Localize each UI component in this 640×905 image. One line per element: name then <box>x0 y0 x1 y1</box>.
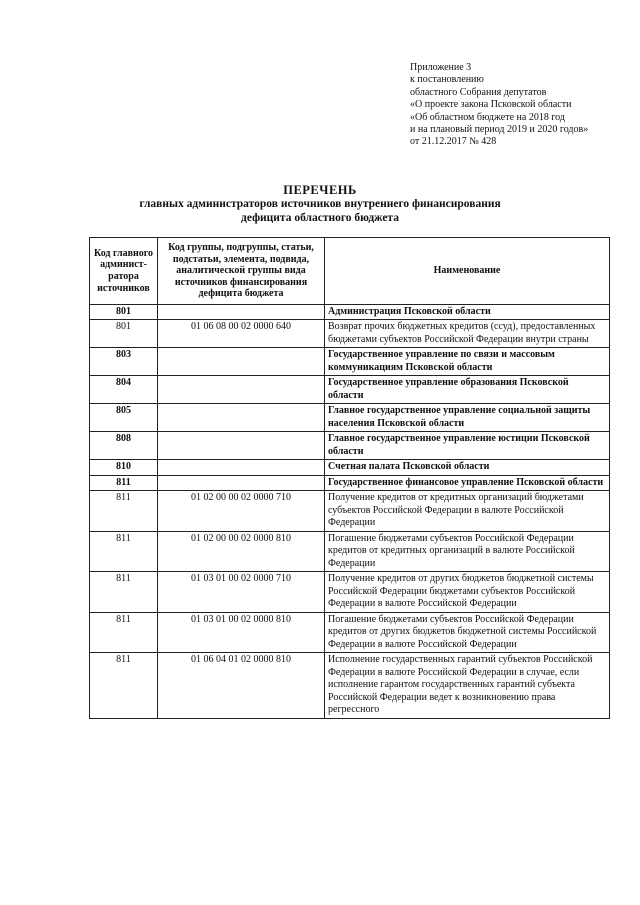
title-line-3: дефицита областного бюджета <box>241 212 399 224</box>
table-row <box>90 348 610 376</box>
appendix-line: и на плановый период 2019 и 2020 годов» <box>410 124 589 136</box>
admin-code-cell: 801 <box>90 304 158 320</box>
appendix-line: от 21.12.2017 № 428 <box>410 136 497 148</box>
name-cell: Счетная палата Псковской области <box>325 460 610 476</box>
table-header-row <box>90 238 610 305</box>
admin-code-cell: 811 <box>90 531 158 572</box>
title-line-1: ПЕРЕЧЕНЬ <box>283 183 357 197</box>
admin-code-cell: 804 <box>90 376 158 404</box>
admin-code-cell: 805 <box>90 404 158 432</box>
table-row <box>90 376 610 404</box>
name-cell: Погашение бюджетами субъектов Российской Федерации кредитов от других бюджетов бюджетной системы Российской Федерации в валюте Российской Федерации <box>325 612 610 653</box>
group-code-cell: 01 06 04 01 02 0000 810 <box>158 653 325 719</box>
name-cell: Главное государственное управление социальной защиты населения Псковской области <box>325 404 610 432</box>
name-cell: Возврат прочих бюджетных кредитов (ссуд), предоставленных бюджетами субъектов Российской Федерации внутри страны <box>325 320 610 348</box>
group-code-cell: 01 02 00 00 02 0000 810 <box>158 531 325 572</box>
name-cell: Главное государственное управление юстиции Псковской области <box>325 432 610 460</box>
document-title <box>0 183 640 225</box>
header-admin-code: Код главного админист-ратора источников <box>90 238 158 305</box>
group-code-cell <box>158 460 325 476</box>
admin-code-cell: 810 <box>90 460 158 476</box>
group-code-cell: 01 06 08 00 02 0000 640 <box>158 320 325 348</box>
admin-code-cell: 811 <box>90 572 158 613</box>
name-cell: Исполнение государственных гарантий субъектов Российской Федерации в валюте Российской Федерации в случае, если исполнение гарантом государственных гарантий субъекта Российской Федерации ведет к возникновению права регрессного <box>325 653 610 719</box>
group-code-cell <box>158 475 325 491</box>
appendix-line: Приложение 3 <box>410 62 472 73</box>
name-cell: Администрация Псковской области <box>325 304 610 320</box>
table-row <box>90 491 610 532</box>
table-row <box>90 612 610 653</box>
appendix-line: областного Собрания депутатов <box>410 86 547 98</box>
admin-code-cell: 801 <box>90 320 158 348</box>
group-code-cell <box>158 376 325 404</box>
admin-code-cell: 803 <box>90 348 158 376</box>
table-row <box>90 460 610 476</box>
admin-code-cell: 808 <box>90 432 158 460</box>
name-cell: Государственное управление образования Псковской области <box>325 376 610 404</box>
admin-code-cell: 811 <box>90 491 158 532</box>
table-row <box>90 320 610 348</box>
group-code-cell <box>158 304 325 320</box>
appendix-block <box>410 62 632 149</box>
name-cell: Государственное финансовое управление Псковской области <box>325 475 610 491</box>
group-code-cell: 01 03 01 00 02 0000 810 <box>158 612 325 653</box>
name-cell: Государственное управление по связи и массовым коммуникациям Псковской области <box>325 348 610 376</box>
group-code-cell <box>158 404 325 432</box>
group-code-cell: 01 02 00 00 02 0000 710 <box>158 491 325 532</box>
table-row <box>90 475 610 491</box>
appendix-line: к постановлению <box>410 74 484 86</box>
group-code-cell <box>158 348 325 376</box>
group-code-cell <box>158 432 325 460</box>
table-row <box>90 432 610 460</box>
table-row <box>90 531 610 572</box>
table-row <box>90 653 610 719</box>
table-row <box>90 404 610 432</box>
title-line-2: главных администраторов источников внутреннего финансирования <box>139 198 501 210</box>
appendix-line: «О проекте закона Псковской области <box>410 99 572 111</box>
header-group-code: Код группы, подгруппы, статьи, подстатьи, элемента, подвида, аналитической группы вида источников финансирования дефицита бюджета <box>158 238 325 305</box>
admin-code-cell: 811 <box>90 653 158 719</box>
administrators-table <box>89 237 610 719</box>
group-code-cell: 01 03 01 00 02 0000 710 <box>158 572 325 613</box>
admin-code-cell: 811 <box>90 612 158 653</box>
name-cell: Получение кредитов от других бюджетов бюджетной системы Российской Федерации бюджетами субъектов Российской Федерации в валюте Российской Федерации <box>325 572 610 613</box>
header-name: Наименование <box>325 238 610 305</box>
admin-code-cell: 811 <box>90 475 158 491</box>
name-cell: Получение кредитов от кредитных организаций бюджетами субъектов Российской Федерации в валюте Российской Федерации <box>325 491 610 532</box>
appendix-line: «Об областном бюджете на 2018 год <box>410 111 565 123</box>
name-cell: Погашение бюджетами субъектов Российской Федерации кредитов от кредитных организаций в валюте Российской Федерации <box>325 531 610 572</box>
table-row <box>90 572 610 613</box>
table-row <box>90 304 610 320</box>
